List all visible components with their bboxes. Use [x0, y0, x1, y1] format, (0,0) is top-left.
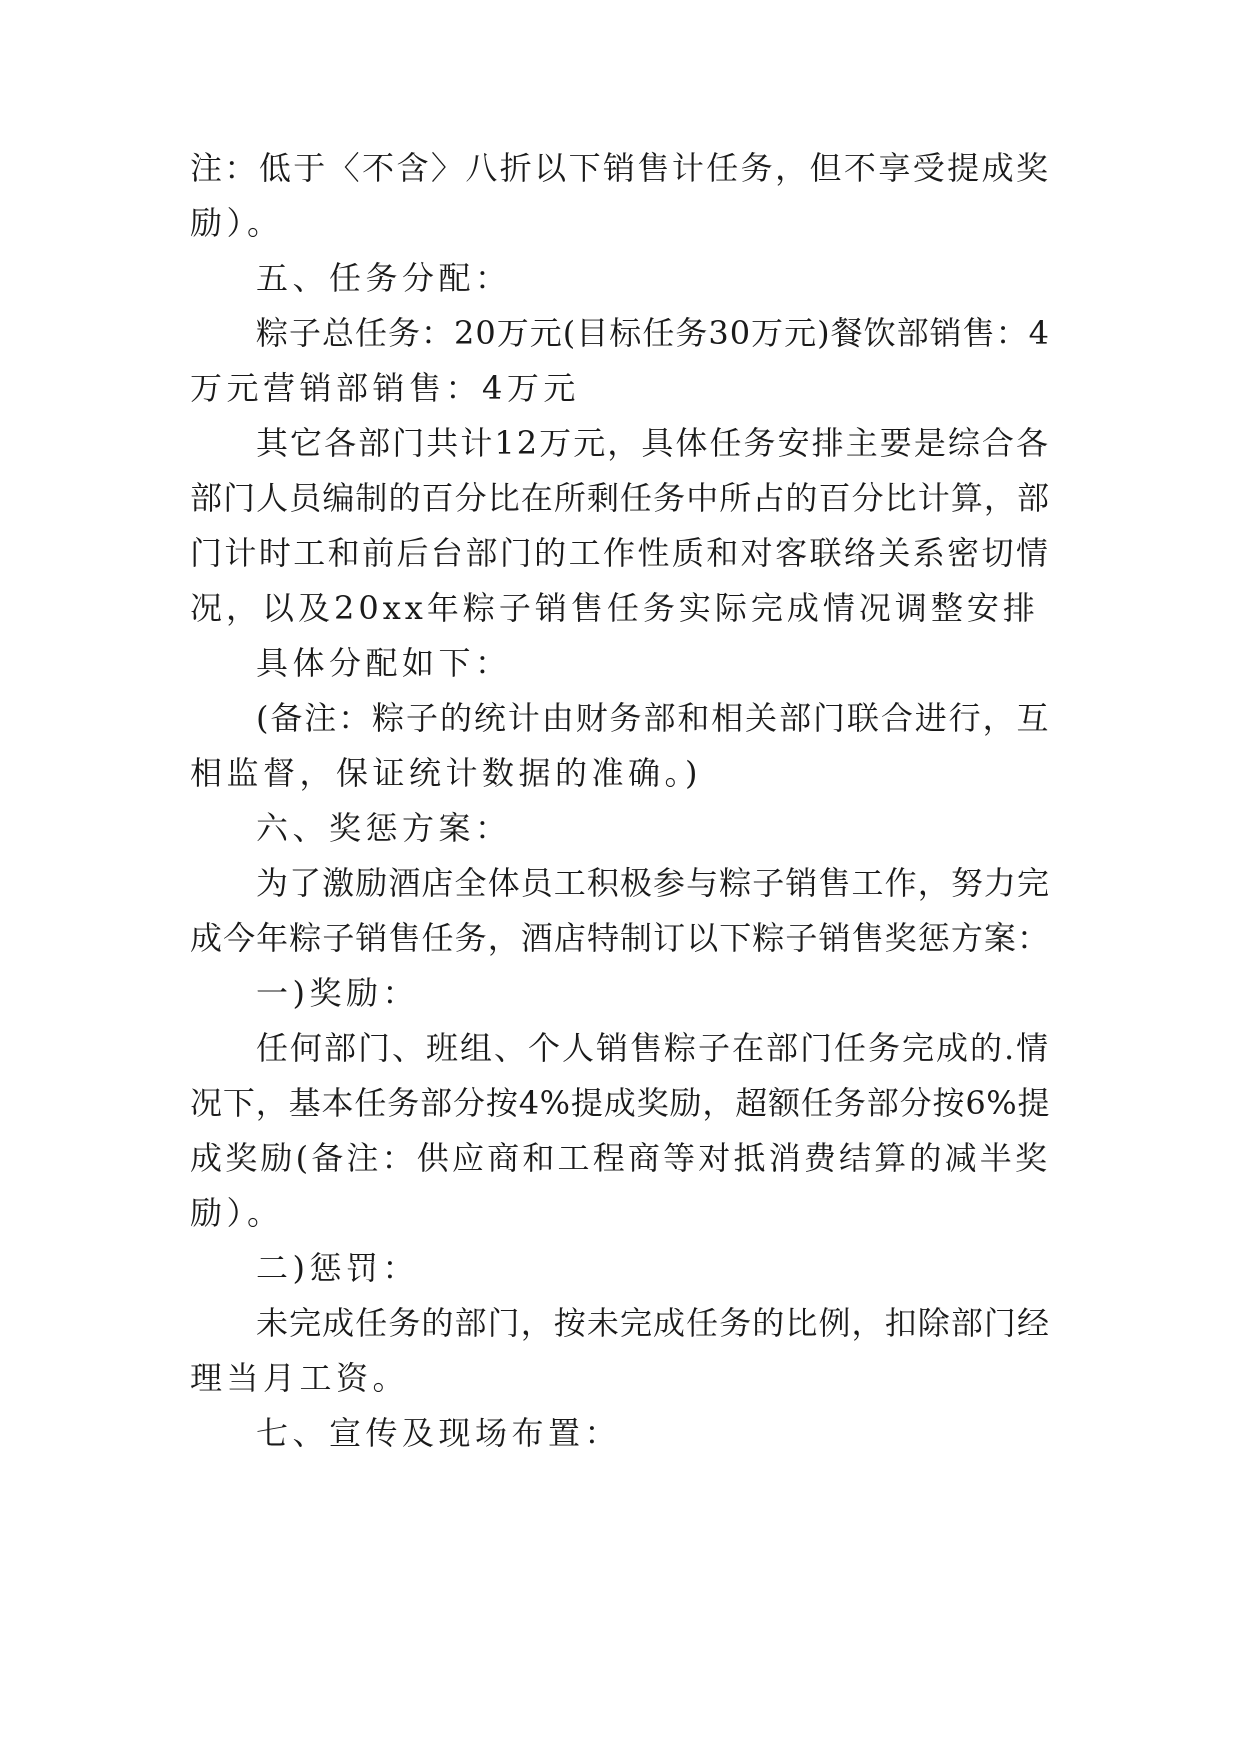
- text-line: 成奖励(备注：供应商和工程商等对抵消费结算的减半奖: [190, 1139, 1050, 1177]
- text-line: 成今年粽子销售任务，酒店特制订以下粽子销售奖惩方案：: [190, 919, 1050, 957]
- text-line: (备注：粽子的统计由财务部和相关部门联合进行，互: [256, 699, 1050, 737]
- text-line: 励）。: [190, 1194, 284, 1232]
- text-line: 为了激励酒店全体员工积极参与粽子销售工作，努力完: [256, 864, 1050, 902]
- subsection-heading: 一)奖励：: [256, 974, 419, 1012]
- text-line: 任何部门、班组、个人销售粽子在部门任务完成的.情: [256, 1029, 1051, 1067]
- text-line: 况下，基本任务部分按4%提成奖励，超额任务部分按6%提: [190, 1084, 1050, 1122]
- text-line: 粽子总任务：20万元(目标任务30万元)餐饮部销售：4: [256, 314, 1050, 352]
- text-line: 门计时工和前后台部门的工作性质和对客联络关系密切情: [190, 534, 1050, 572]
- text-line: 注：低于〈不含〉八折以下销售计任务，但不享受提成奖: [190, 149, 1050, 187]
- section-heading: 七、宣传及现场布置：: [256, 1414, 622, 1452]
- text-line: 具体分配如下：: [256, 644, 512, 682]
- subsection-heading: 二)惩罚：: [256, 1249, 419, 1287]
- text-line: 励）。: [190, 204, 284, 242]
- section-heading: 五、任务分配：: [256, 259, 512, 297]
- text-line: 未完成任务的部门，按未完成任务的比例，扣除部门经: [256, 1304, 1050, 1342]
- section-heading: 六、奖惩方案：: [256, 809, 512, 847]
- text-line: 其它各部门共计12万元，具体任务安排主要是综合各: [256, 424, 1050, 462]
- text-line: 相监督，保证统计数据的准确。): [190, 754, 702, 792]
- text-line: 万元营销部销售：4万元: [190, 369, 580, 407]
- text-line: 理当月工资。: [190, 1359, 410, 1397]
- text-line: 部门人员编制的百分比在所剩任务中所占的百分比计算，部: [190, 479, 1050, 517]
- text-line: 况，以及20xx年粽子销售任务实际完成情况调整安排: [190, 589, 1039, 627]
